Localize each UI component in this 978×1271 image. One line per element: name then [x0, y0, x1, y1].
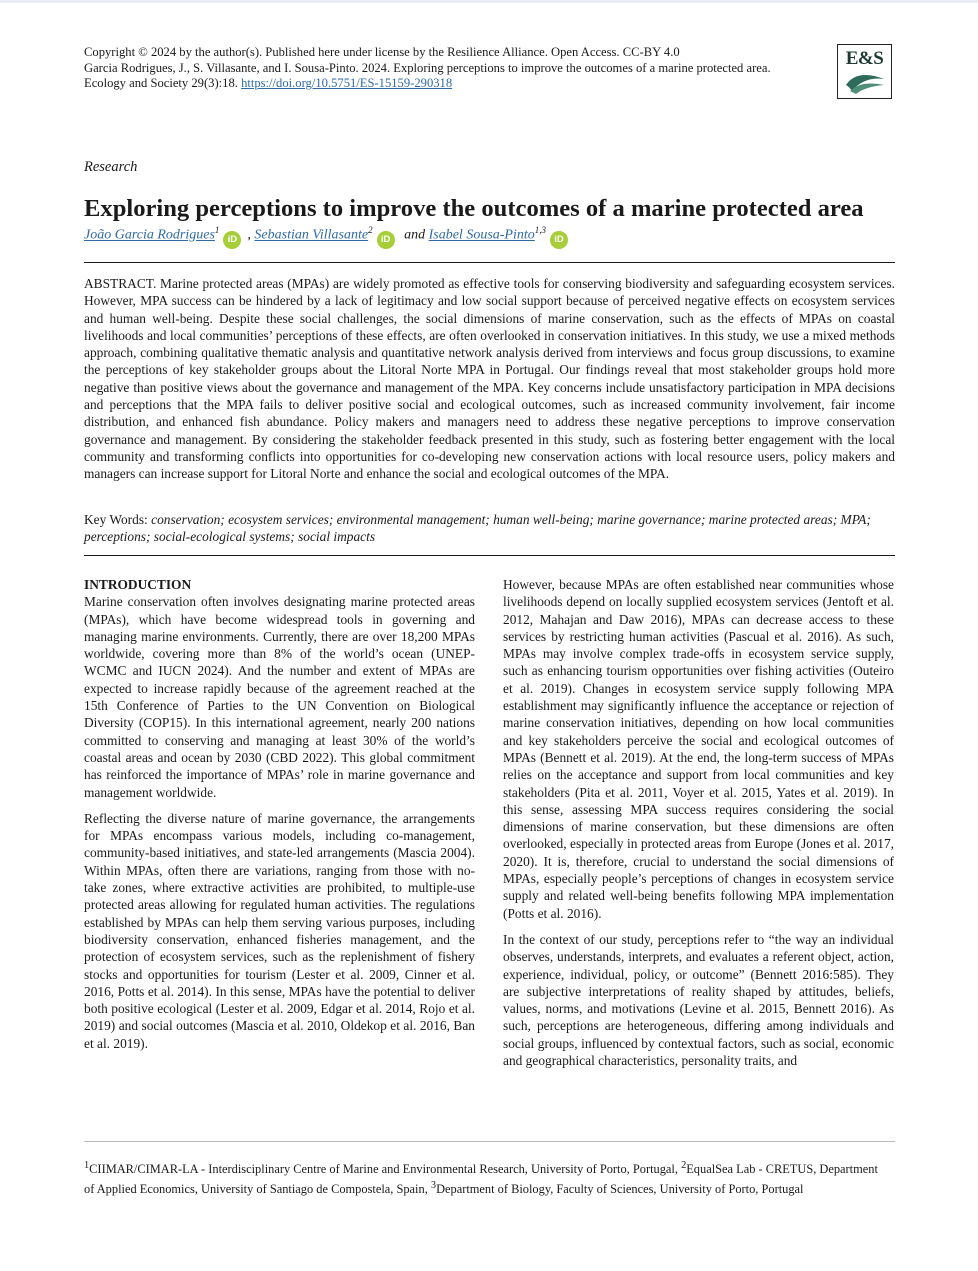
wave-icon — [844, 71, 886, 95]
author-affil-1: 1 — [214, 225, 220, 235]
keywords — [84, 511, 895, 546]
paragraph: In the context of our study, perceptions refer to “the way an individual observes, understands, interprets, and evaluates a referent object, action, experience, individual, policy, or outcome” (Bennett 2016:585). They are subjective interpretations of reality shaped by attitudes, beliefs, values, norms, and motivations (Levine et al. 2015, Bennett 2016). As such, perceptions are heterogeneous, differing among individuals and social groups, influenced by contextual factors, such as social, economic and geographical characteristics, personality traits, and — [503, 931, 894, 1069]
divider — [84, 262, 895, 263]
logo-text: E&S — [845, 48, 884, 69]
right-column — [503, 576, 894, 1078]
copyright-line: Copyright © 2024 by the author(s). Published here under license by the Resilience Alliance. Open Access. CC-BY 4.0 — [84, 45, 680, 59]
author-separator: , — [247, 227, 251, 243]
top-border — [0, 0, 978, 3]
citation-text: Garcia Rodrigues, J., S. Villasante, and I. Sousa-Pinto. 2024. Exploring perceptions to improve the outcomes of a marine protected area. Ecology and Society 29(3):18. — [84, 60, 771, 91]
paragraph: Reflecting the diverse nature of marine governance, the arrangements for MPAs encompass various models, including co-management, community-based initiatives, and state-led arrangements (Mascia 2004). Within MPAs, often there are variations, ranging from those with no-take zones, where extractive activities are prohibited, to multiple-use protected areas allowing for regulated human activities. The regulations established by MPAs can help them serving various purposes, including biodiversity conservation, enhanced fisheries management, and the protection of ecosystem services, such as the replenishment of fishery stocks and opportunities for tourism (Lester et al. 2009, Cinner et al. 2016, Potts et al. 2014). In this sense, MPAs have the potential to deliver both positive ecological (Lester et al. 2009, Edgar et al. 2014, Rojo et al. 2019) and social outcomes (Mascia et al. 2010, Oldekop et al. 2016, Ban et al. 2019). — [84, 810, 475, 1051]
author-conjunction: and — [404, 227, 426, 243]
orcid-icon[interactable]: iD — [377, 231, 395, 249]
keywords-label: Key Words: — [84, 512, 148, 527]
keywords-list: conservation; ecosystem services; environmental management; human well-being; marine governance; marine protected areas; MPA; perceptions; social-ecological systems; social impacts — [84, 512, 871, 545]
affiliation-3: Department of Biology, Faculty of Sciences, University of Porto, Portugal — [436, 1181, 804, 1196]
section-heading: INTRODUCTION — [84, 577, 192, 592]
affiliation-1: CIIMAR/CIMAR-LA - Interdisciplinary Centre of Marine and Environmental Research, University of Porto, Portugal, — [89, 1162, 678, 1177]
paragraph: However, because MPAs are often established near communities whose livelihoods depend on locally supplied ecosystem services (Jentoft et al. 2012, Mahajan and Daw 2016), MPAs can decrease access to these services by restricting human activities (Pascual et al. 2016). As such, MPAs may involve complex trade-offs in ecosystem service supply, such as enhancing tourism opportunities over fishing activities (Outeiro et al. 2019). Changes in ecosystem service supply following MPA establishment may significantly influence the acceptance or rejection of marine conservation initiatives, depending on how local communities and key stakeholders perceive the social and ecological outcomes of MPAs (Bennett et al. 2019). At the end, the long-term success of MPAs relies on the acceptance and support from local communities and key stakeholders (Pita et al. 2011, Voyer et al. 2015, Yates et al. 2019). In this sense, assessing MPA success requires considering the social dimensions of marine conservation, but these dimensions are often overlooked, especially in protected areas from Europe (Jones et al. 2017, 2020). It is, therefore, crucial to understand the social dimensions of MPAs, especially people’s perceptions of changes in ecosystem service supply and related well-being benefits following MPA implementation (Potts et al. 2016). — [503, 577, 894, 921]
abstract: ABSTRACT. Marine protected areas (MPAs) are widely promoted as effective tools for conserving biodiversity and safeguarding ecosystem services. However, MPA success can be hindered by a lack of legitimacy and low social support because of perceived negative effects on ecosystem services and human well-being. Despite these social challenges, the social dimensions of marine conservation, such as the effects of MPAs on coastal livelihoods and local communities’ perceptions of these effects, are often overlooked in conservation initiatives. In this study, we use a mixed methods approach, combining qualitative thematic analysis and quantitative network analysis derived from interviews and focus group discussions, to examine the perceptions of key stakeholder groups about the Litoral Norte MPA in Portugal. Our findings reveal that most stakeholder groups hold more negative than positive views about the governance and management of the MPA. Key concerns include unsatisfactory participation in MPA decisions and perceptions that the MPA fails to deliver positive social and ecological outcomes, such as increased community involvement, fair income distribution, and enhanced fish abundance. Policy makers and managers need to address these negative perceptions to improve conservation governance and management. By considering the stakeholder feedback presented in this study, such as fostering better engagement with the local community and transforming conflicts into opportunities for co-developing new conservation actions with local resource users, policy makers and managers can increase support for Litoral Norte and enhance the social and ecological outcomes of the MPA. — [84, 276, 895, 482]
affiliations-footnote — [84, 1158, 884, 1197]
left-column — [84, 576, 475, 1061]
affil-sup: 1 — [84, 1160, 90, 1171]
author-link-1[interactable]: João Garcia Rodrigues — [84, 227, 215, 243]
section-label: Research — [84, 159, 138, 175]
affil-sup: 2 — [681, 1160, 687, 1171]
author-affil-3: 1,3 — [534, 225, 547, 235]
author-link-2[interactable]: Sebastian Villasante — [254, 227, 369, 243]
author-link-3[interactable]: Isabel Sousa-Pinto — [428, 227, 535, 243]
author-list — [84, 225, 574, 249]
paragraph: Marine conservation often involves designating marine protected areas (MPAs), which have become widespread tools in governing and managing marine environments. Currently, there are over 18,200 MPAs worldwide, covering more than 8% of the world’s ocean (UNEP-WCMC and IUCN 2024). And the number and extent of MPAs are expected to increase rapidly because of the agreement reached at the 15th Conference of Parties to the UN Convention on Biological Diversity (COP15). In this international agreement, nearly 200 nations committed to conserving and managing at least 30% of the world’s coastal areas and ocean by 2030 (CBD 2022). This global commitment has reinforced the importance of MPAs’ role in marine governance and management worldwide. — [84, 594, 475, 800]
citation-line — [84, 61, 804, 92]
orcid-icon[interactable]: iD — [223, 231, 241, 249]
journal-logo[interactable] — [837, 44, 892, 99]
orcid-icon[interactable]: iD — [550, 231, 568, 249]
affil-sup: 3 — [430, 1179, 437, 1191]
doi-link[interactable]: https://doi.org/10.5751/ES-15159-290318 — [241, 76, 453, 91]
paper-title: Exploring perceptions to improve the outcomes of a marine protected area — [84, 195, 864, 222]
author-affil-2: 2 — [368, 225, 373, 235]
divider — [84, 555, 895, 556]
header-citation-block — [84, 45, 804, 92]
footnote-divider — [84, 1141, 895, 1142]
affiliation-2: EqualSea Lab - CRETUS, Department of Applied Economics, University of Santiago de Compostela, Spain, — [84, 1162, 878, 1196]
